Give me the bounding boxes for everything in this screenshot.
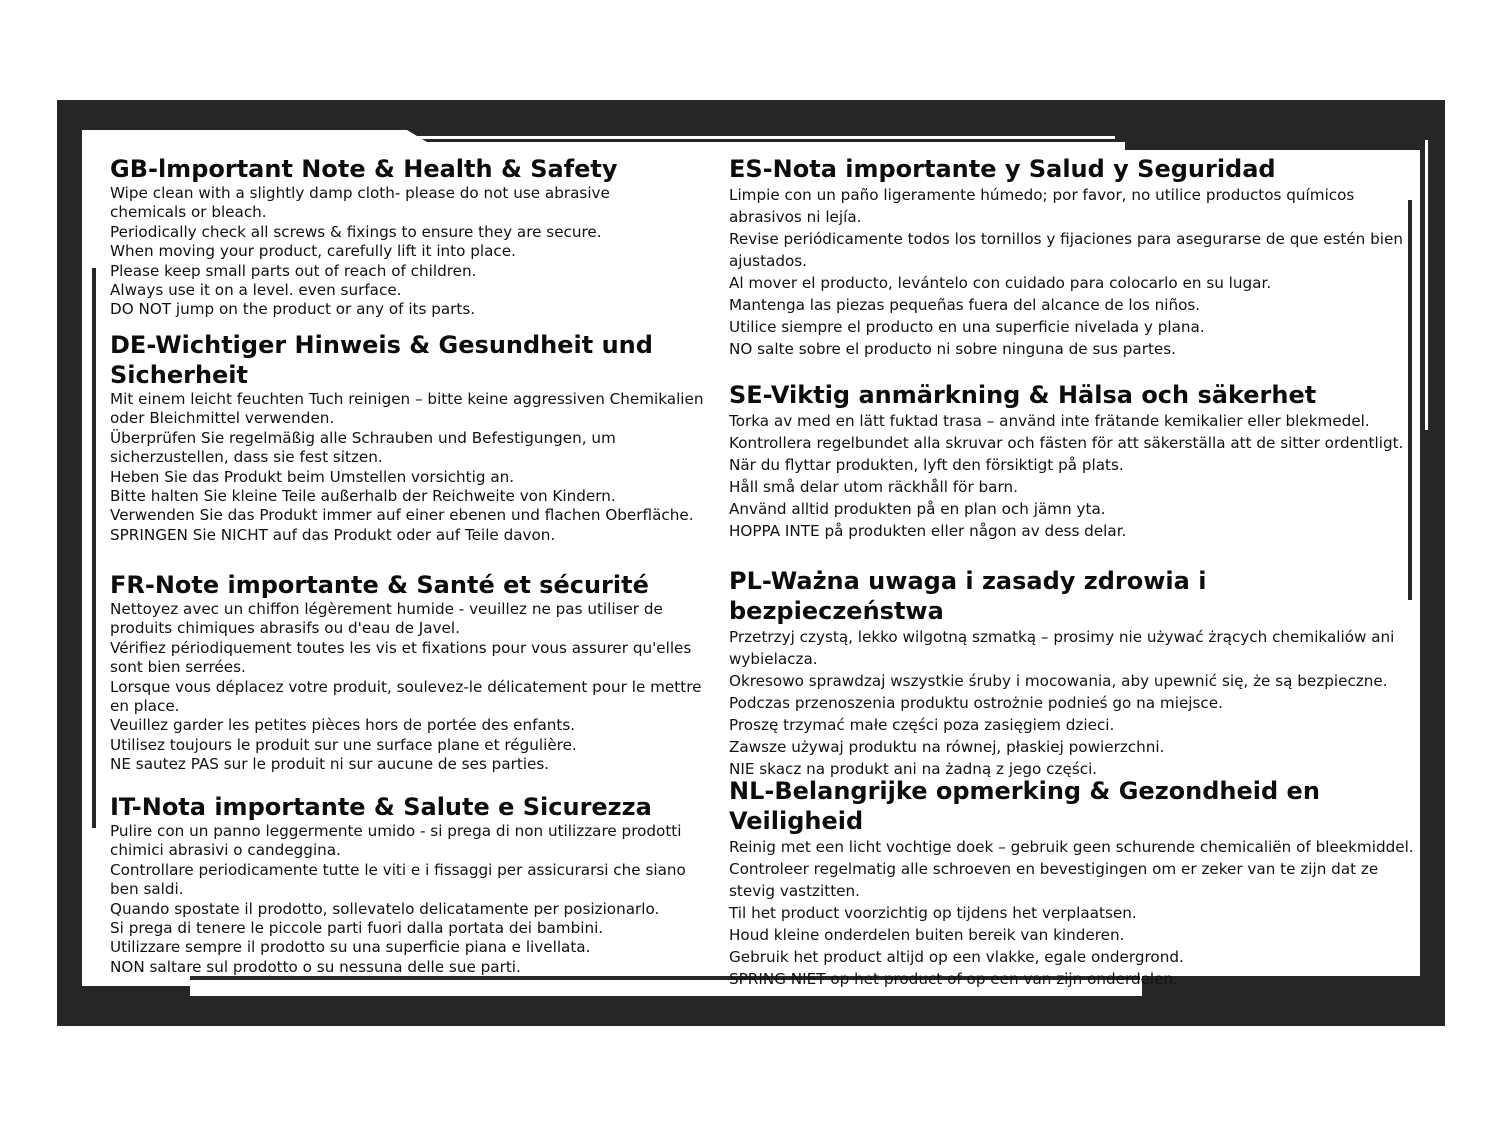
text-line: Okresowo sprawdzaj wszystkie śruby i mocowania, aby upewnić się, że są bezpieczne. — [729, 672, 1388, 690]
section-pl — [729, 566, 1429, 780]
text-line: abrasivos ni lejía. — [729, 208, 862, 226]
section-heading-continued: Sicherheit — [110, 361, 248, 389]
text-line: Mantenga las piezas pequeñas fuera del alcance de los niños. — [729, 296, 1201, 314]
text-line: stevig vastzitten. — [729, 882, 860, 900]
text-line: Heben Sie das Produkt beim Umstellen vorsichtig an. — [110, 467, 515, 486]
text-line: Utilizzare sempre il prodotto su una superficie piana e livellata. — [110, 938, 591, 957]
text-line: Utilisez toujours le produit sur une surface plane et régulière. — [110, 735, 577, 754]
text-line: Al mover el producto, levántelo con cuidado para colocarlo en su lugar. — [729, 274, 1272, 292]
text-line: Torka av med en lätt fuktad trasa – använd inte frätande kemikalier eller blekmedel. — [729, 412, 1370, 430]
text-line: Podczas przenoszenia produktu ostrożnie podnieś go na miejsce. — [729, 694, 1223, 712]
text-line: NE sautez PAS sur le produit ni sur aucune de ses parties. — [110, 755, 550, 774]
text-line: NON saltare sul prodotto o su nessuna delle sue parti. — [110, 957, 521, 976]
text-line: Mit einem leicht feuchten Tuch reinigen – bitte keine aggressiven Chemikalien — [110, 390, 704, 408]
section-gb — [110, 154, 710, 320]
text-line: DO NOT jump on the product or any of its parts. — [110, 300, 476, 319]
text-line: Verwenden Sie das Produkt immer auf einer ebenen und flachen Oberfläche. — [110, 506, 694, 525]
text-line: wybielacza. — [729, 650, 818, 668]
text-line: oder Bleichmittel verwenden. — [110, 409, 335, 428]
text-line: sicherzustellen, dass sie fest sitzen. — [110, 448, 383, 467]
text-line: Please keep small parts out of reach of children. — [110, 261, 477, 280]
text-line: Til het product voorzichtig op tijdens het verplaatsen. — [729, 904, 1137, 922]
text-line: Utilice siempre el producto en una superficie nivelada y plana. — [729, 318, 1205, 336]
text-line: Använd alltid produkten på en plan och jämn yta. — [729, 500, 1106, 518]
text-line: en place. — [110, 697, 180, 716]
section-heading: IT-Nota importante & Salute e Sicurezza — [110, 793, 652, 821]
section-it — [110, 792, 710, 977]
text-line: Überprüfen Sie regelmäßig alle Schrauben und Befestigungen, um — [110, 428, 616, 447]
text-line: Limpie con un paño ligeramente húmedo; por favor, no utilice productos químicos — [729, 186, 1355, 204]
section-de — [110, 330, 710, 545]
section-heading: ES-Nota importante y Salud y Seguridad — [729, 155, 1276, 183]
text-line: When moving your product, carefully lift it into place. — [110, 242, 516, 261]
text-line: Gebruik het product altijd op een vlakke, egale ondergrond. — [729, 948, 1184, 966]
text-line: Reinig met een licht vochtige doek – gebruik geen schurende chemicaliën of bleekmiddel. — [729, 838, 1414, 856]
text-line: Revise periódicamente todos los tornillos y fijaciones para asegurarse de que estén bien — [729, 230, 1403, 248]
text-line: Nettoyez avec un chiffon légèrement humide - veuillez ne pas utiliser de — [110, 600, 663, 618]
text-line: sont bien serrées. — [110, 658, 246, 677]
text-line: Always use it on a level. even surface. — [110, 281, 402, 300]
text-line: När du flyttar produkten, lyft den försiktigt på plats. — [729, 456, 1124, 474]
text-line: SPRINGEN Sie NICHT auf das Produkt oder auf Teile davon. — [110, 525, 556, 544]
section-es — [729, 154, 1429, 360]
text-line: Vérifiez périodiquement toutes les vis et fixations pour vous assurer qu'elles — [110, 638, 692, 657]
frame-stroke-top — [345, 136, 1115, 139]
text-line: chemicals or bleach. — [110, 203, 267, 222]
section-heading: NL-Belangrijke opmerking & Gezondheid en Veiligheid — [729, 777, 1320, 835]
section-heading: GB-lmportant Note & Health & Safety — [110, 155, 618, 183]
text-line: Periodically check all screws & fixings to ensure they are secure. — [110, 222, 602, 241]
text-line: NIE skacz na produkt ani na żadną z jego części. — [729, 760, 1098, 778]
text-line: ben saldi. — [110, 880, 184, 899]
section-heading: SE-Viktig anmärkning & Hälsa och säkerhet — [729, 381, 1317, 409]
section-fr — [110, 570, 710, 775]
text-line: Controllare periodicamente tutte le viti e i fissaggi per assicurarsi che siano — [110, 860, 686, 879]
text-line: HOPPA INTE på produkten eller någon av dess delar. — [729, 522, 1127, 540]
text-line: Quando spostate il prodotto, sollevatelo delicatamente per posizionarlo. — [110, 899, 660, 918]
section-heading: DE-Wichtiger Hinweis & Gesundheit und — [110, 331, 653, 359]
text-line: Przetrzyj czystą, lekko wilgotną szmatką – prosimy nie używać żrących chemikaliów ani — [729, 628, 1395, 646]
section-heading: FR-Note importante & Santé et sécurité — [110, 571, 649, 599]
text-line: Zawsze używaj produktu na równej, płaskiej powierzchni. — [729, 738, 1165, 756]
text-line: NO salte sobre el producto ni sobre ninguna de sus partes. — [729, 340, 1176, 358]
text-line: Bitte halten Sie kleine Teile außerhalb der Reichweite von Kindern. — [110, 487, 616, 506]
text-line: ajustados. — [729, 252, 807, 270]
frame-stroke-left-dark — [92, 268, 96, 828]
text-line: Pulire con un panno leggermente umido - si prega di non utilizzare prodotti — [110, 822, 682, 840]
text-line: produits chimiques abrasifs ou d'eau de Javel. — [110, 619, 460, 638]
text-line: chimici abrasivi o candeggina. — [110, 841, 341, 860]
text-line: Controleer regelmatig alle schroeven en bevestigingen om er zeker van te zijn dat ze — [729, 860, 1379, 878]
text-line: Houd kleine onderdelen buiten bereik van kinderen. — [729, 926, 1125, 944]
section-heading: PL-Ważna uwaga i zasady zdrowia i bezpieczeństwa — [729, 567, 1207, 625]
text-line: Proszę trzymać małe części poza zasięgiem dzieci. — [729, 716, 1115, 734]
section-nl — [729, 776, 1429, 990]
text-line: Lorsque vous déplacez votre produit, soulevez-le délicatement pour le mettre — [110, 677, 702, 696]
text-line: Håll små delar utom räckhåll för barn. — [729, 478, 1018, 496]
text-line: Veuillez garder les petites pièces hors de portée des enfants. — [110, 716, 576, 735]
text-line: Si prega di tenere le piccole parti fuori dalla portata dei bambini. — [110, 919, 604, 938]
text-line: Wipe clean with a slightly damp cloth- please do not use abrasive — [110, 184, 610, 202]
text-line: SPRING NIET op het product of op een van zijn onderdelen. — [729, 970, 1178, 988]
section-se — [729, 380, 1429, 542]
text-line: Kontrollera regelbundet alla skruvar och fästen för att säkerställa att de sitter ordentligt. — [729, 434, 1404, 452]
